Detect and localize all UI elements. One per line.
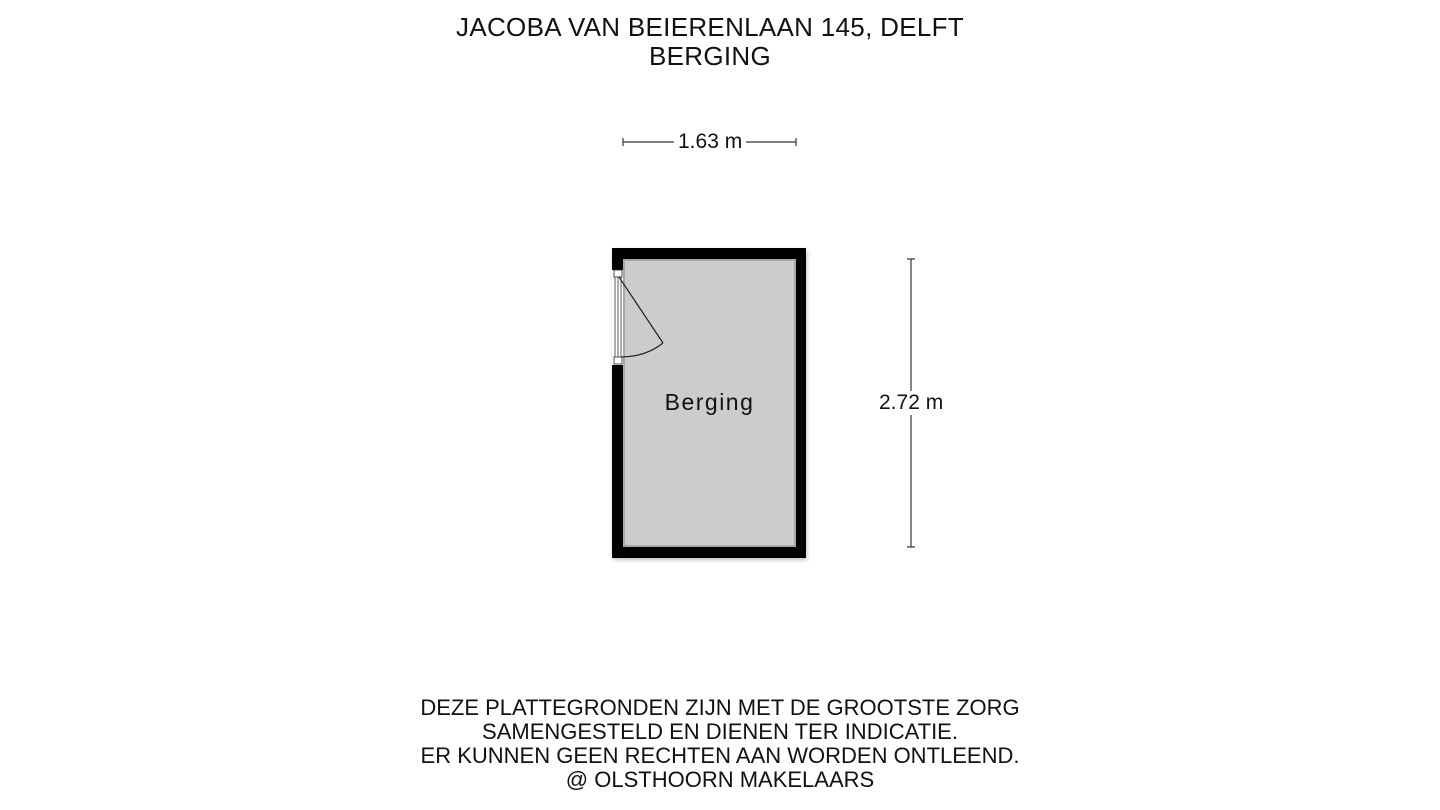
width-dimension-label: 1.63 m	[674, 130, 746, 154]
disclaimer-line: ER KUNNEN GEEN RECHTEN AAN WORDEN ONTLEEND.	[420, 743, 1020, 768]
depth-dimension-label: 2.72 m	[875, 391, 947, 415]
floor-title: BERGING	[648, 41, 771, 71]
disclaimer-line: SAMENGESTELD EN DIENEN TER INDICATIE.	[482, 719, 958, 744]
room-label-berging: Berging	[664, 389, 755, 415]
copyright-line: @ OLSTHOORN MAKELAARS	[565, 767, 875, 792]
disclaimer-line: DEZE PLATTEGRONDEN ZIJN MET DE GROOTSTE ZORG	[420, 695, 1020, 720]
address-title: JACOBA VAN BEIERENLAAN 145, DELFT	[456, 12, 964, 42]
